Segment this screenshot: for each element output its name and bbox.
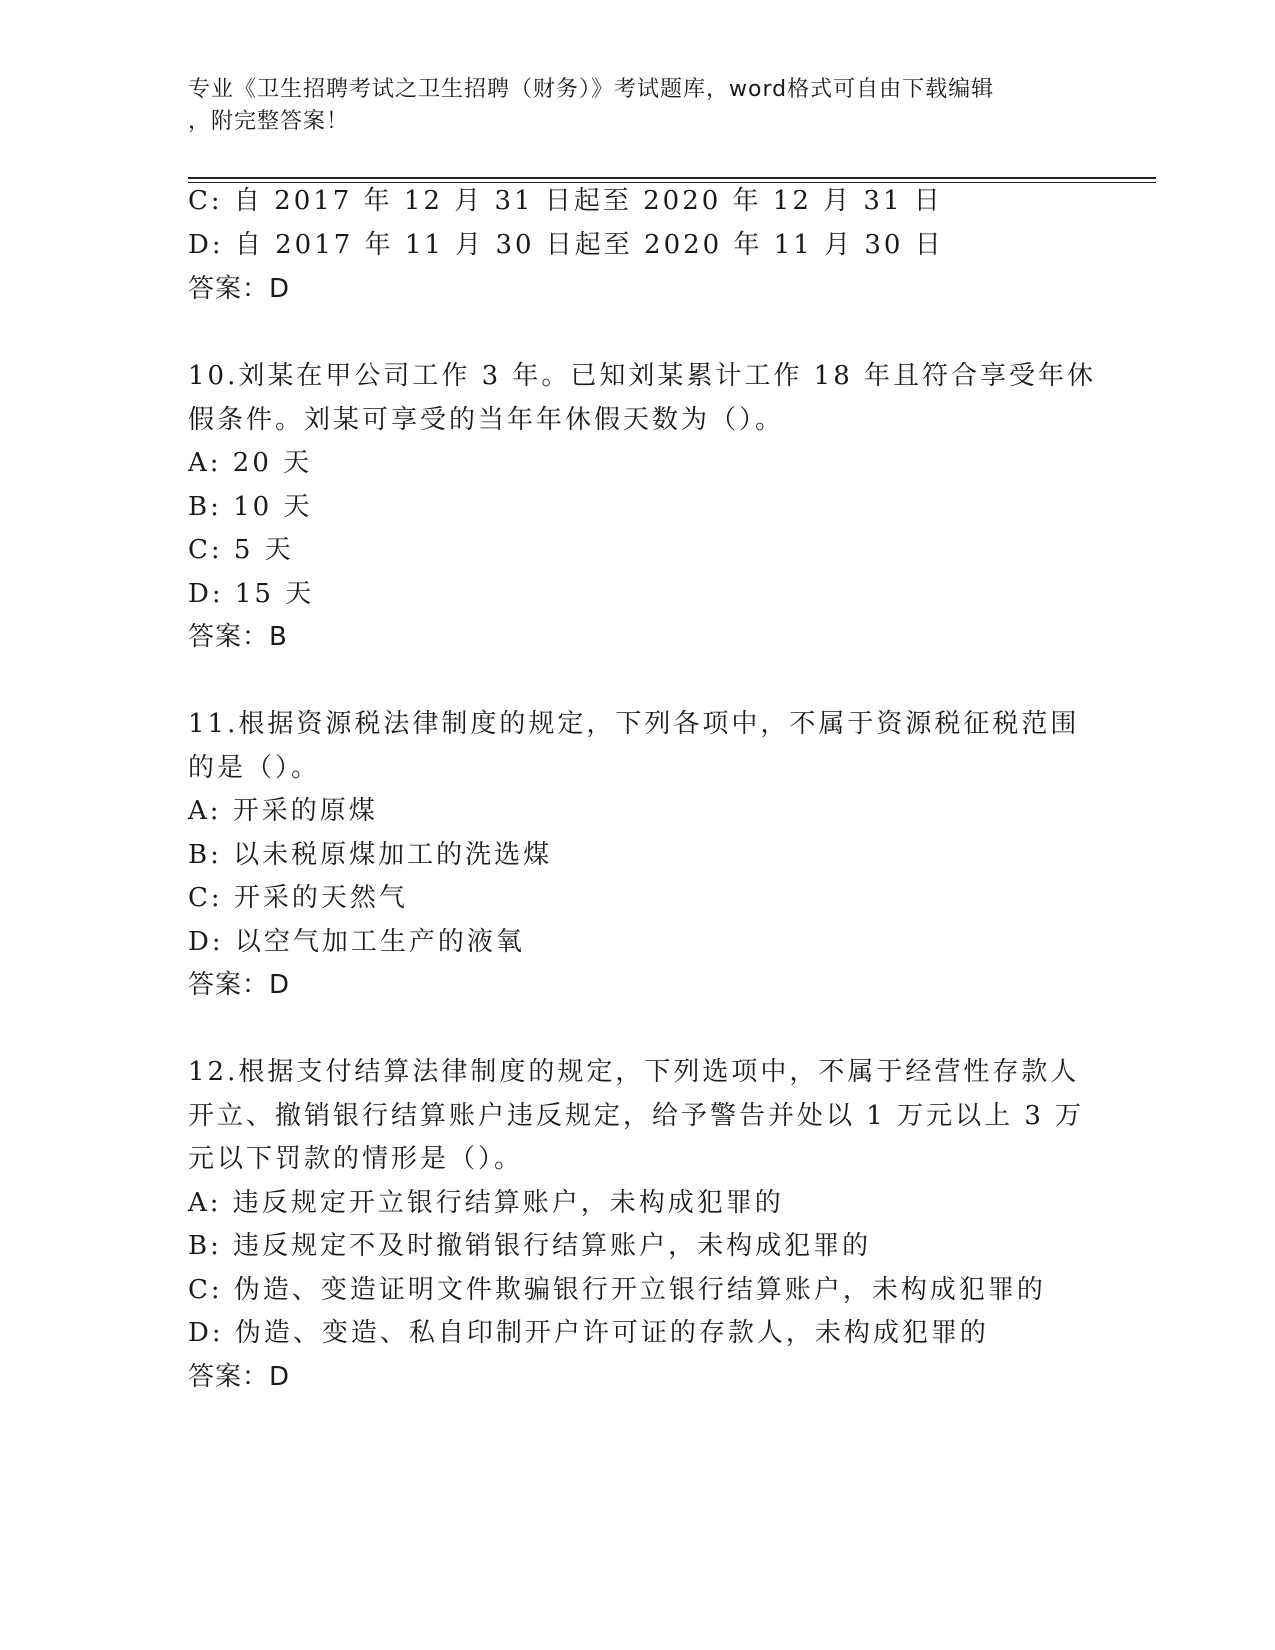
q12-option-b: B: 违反规定不及时撤销银行结算账户，未构成犯罪的 [188, 1231, 872, 1261]
q9-option-c: C: 自 2017 年 12 月 31 日起至 2020 年 12 月 31 日 [188, 186, 943, 216]
q10-stem-line-2: 假条件。刘某可享受的当年年休假天数为（）。 [188, 405, 785, 435]
q11-stem-line-1: 11.根据资源税法律制度的规定，下列各项中，不属于资源税征税范围 [188, 709, 1080, 739]
q9-answer: 答案：D [188, 274, 291, 304]
q11-option-d: D: 以空气加工生产的液氧 [188, 927, 525, 957]
q12-stem-line-3: 元以下罚款的情形是（）。 [188, 1144, 524, 1174]
header-line-1: 专业《卫生招聘考试之卫生招聘（财务）》考试题库，word格式可自由下载编辑 [188, 77, 995, 102]
q10-stem-line-1: 10.刘某在甲公司工作 3 年。已知刘某累计工作 18 年且符合享受年休 [188, 361, 1097, 391]
q12-option-a: A: 违反规定开立银行结算账户，未构成犯罪的 [188, 1188, 784, 1218]
q12-stem-line-1: 12.根据支付结算法律制度的规定，下列选项中，不属于经营性存款人 [188, 1057, 1080, 1087]
q10-option-a: A: 20 天 [188, 448, 313, 478]
q10-answer: 答案：B [188, 622, 288, 652]
q11-option-b: B: 以未税原煤加工的洗选煤 [188, 840, 553, 870]
q11-stem-line-2: 的是（）。 [188, 753, 321, 783]
q10-option-b: B: 10 天 [188, 492, 313, 522]
q12-option-d: D: 伪造、变造、私自印制开户许可证的存款人，未构成犯罪的 [188, 1318, 989, 1348]
q10-option-d: D: 15 天 [188, 579, 315, 609]
q10-option-c: C: 5 天 [188, 535, 294, 565]
header-line-2: ，附完整答案！ [188, 109, 350, 134]
q11-answer: 答案：D [188, 970, 291, 1000]
q12-answer: 答案：D [188, 1362, 291, 1392]
q11-option-a: A: 开采的原煤 [188, 796, 378, 826]
q11-option-c: C: 开采的天然气 [188, 883, 408, 913]
q9-option-d: D: 自 2017 年 11 月 30 日起至 2020 年 11 月 30 日 [188, 230, 944, 260]
q12-option-c: C: 伪造、变造证明文件欺骗银行开立银行结算账户，未构成犯罪的 [188, 1275, 1046, 1305]
q12-stem-line-2: 开立、撤销银行结算账户违反规定，给予警告并处以 1 万元以上 3 万 [188, 1101, 1085, 1131]
document-header [188, 74, 1068, 138]
